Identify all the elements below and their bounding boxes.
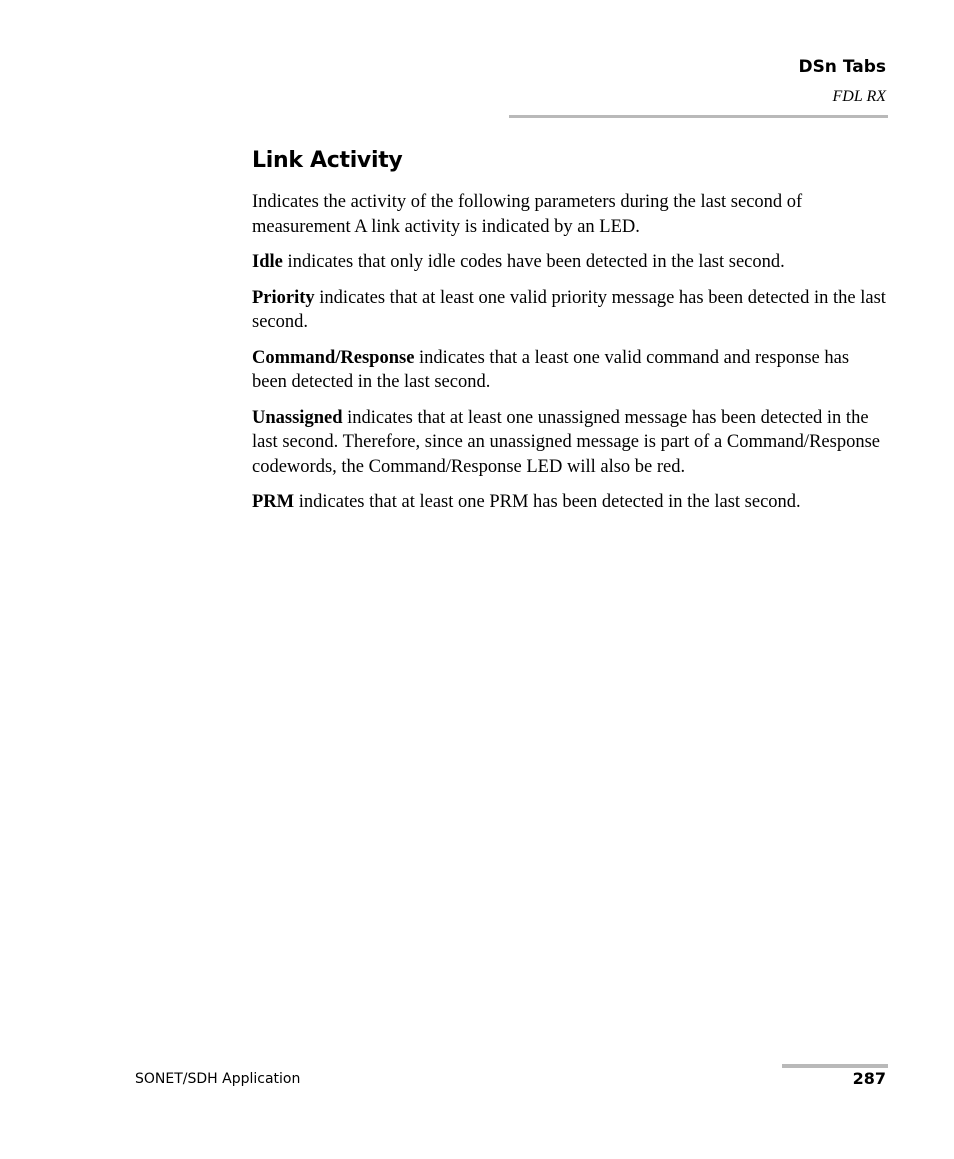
intro-paragraph: Indicates the activity of the following parameters during the last second of measurement A link activity is indicated by an LED. [252, 192, 803, 237]
running-header-title: DSn Tabs [798, 57, 886, 77]
definition-term: Command/Response [252, 347, 415, 368]
definition-term: Idle [252, 252, 283, 272]
definition-text: indicates that at least one unassigned message has been detected in the last second. Therefore, since an unassigned message is part of a Command/Response codewords, the Command/Response LED will also be red. [252, 407, 880, 477]
footer-divider [782, 1064, 888, 1068]
page-number: 287 [852, 1069, 886, 1088]
definition-term: Unassigned [252, 407, 343, 428]
definition-term: Priority [252, 287, 315, 308]
definition-text: indicates that at least one valid priority message has been detected in the last second. [252, 287, 886, 332]
definition-text: indicates that only idle codes have been detected in the last second. [282, 252, 785, 272]
definition-priority [252, 286, 888, 335]
page-body [252, 143, 888, 526]
running-header-subtitle: FDL RX [832, 88, 886, 105]
section-heading: Link Activity [252, 148, 403, 173]
definition-text: indicates that a least one valid command and response has been detected in the last second. [252, 347, 850, 392]
definition-prm [252, 490, 888, 515]
definition-text: indicates that at least one PRM has been detected in the last second. [294, 492, 801, 512]
header-divider [509, 115, 888, 118]
definition-command-response [252, 346, 888, 395]
footer-document-title: SONET/SDH Application [135, 1071, 301, 1087]
definition-idle [252, 250, 888, 275]
definition-unassigned [252, 406, 888, 480]
definition-term: PRM [252, 492, 295, 512]
